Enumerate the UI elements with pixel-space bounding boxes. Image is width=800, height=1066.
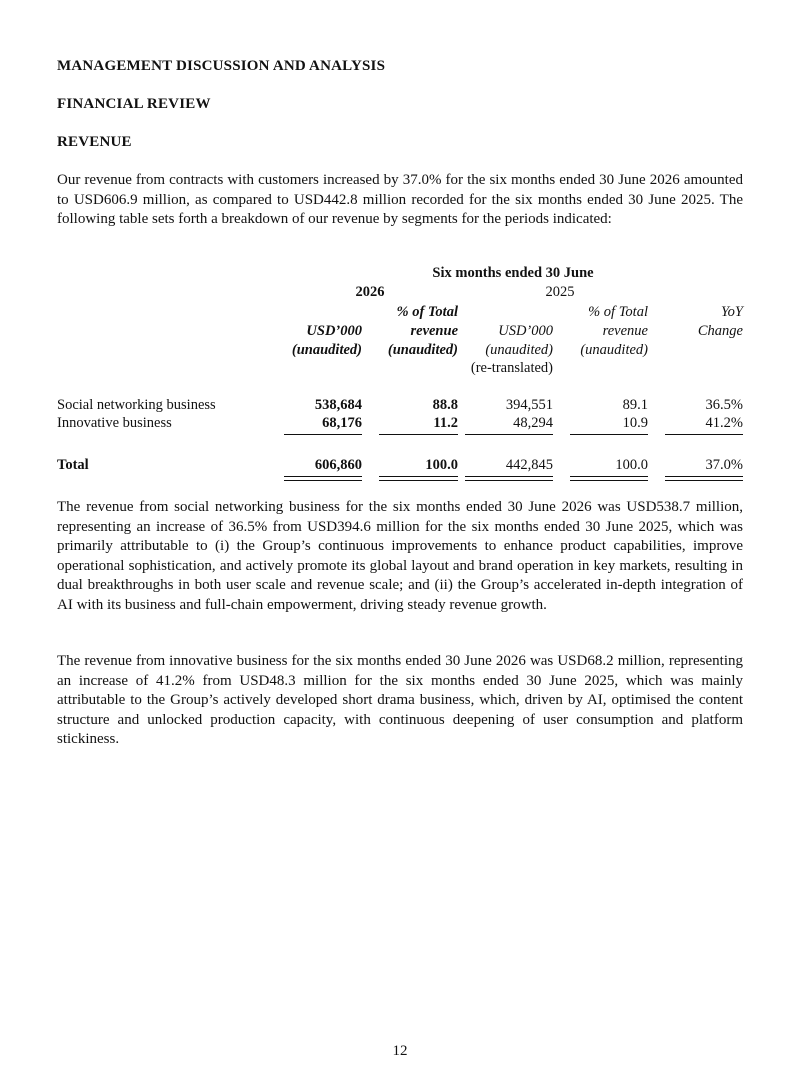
total-label: Total bbox=[57, 457, 89, 473]
section-heading-revenue: REVENUE bbox=[57, 134, 132, 150]
subtotal-rule bbox=[379, 434, 458, 435]
social-networking-paragraph: The revenue from social networking business for the six months ended 30 June 2026 was USD538.7 million, representing an increase of 36.5% from USD394.6 million for the six months ended 30 June 2025, which was primarily attributable to (i) the Group’s continuous improvements to enhance product capabilities, improve operational sophistication, and actively promote its global layout and brand operation in key markets, resulting in dual breakthroughs in both user scale and revenue scale; and (ii) the Group’s accelerated in-depth integration of AI with its business and full-chain empowerment, driving steady revenue growth. bbox=[57, 499, 743, 613]
total-usd-2025: 442,845 bbox=[505, 457, 553, 473]
col-header-usd-2025-line3: (re-translated) bbox=[470, 360, 553, 376]
year-2025-header: 2025 bbox=[545, 284, 575, 300]
subtotal-rule bbox=[570, 434, 648, 435]
cell-pct-2025: 89.1 bbox=[622, 397, 648, 413]
year-2026-header: 2026 bbox=[355, 284, 385, 300]
row-label: Innovative business bbox=[57, 415, 172, 431]
total-pct-2025: 100.0 bbox=[615, 457, 648, 473]
total-yoy: 37.0% bbox=[705, 457, 743, 473]
cell-pct-2026: 11.2 bbox=[433, 415, 458, 431]
cell-pct-2025: 10.9 bbox=[622, 415, 648, 431]
row-label: Social networking business bbox=[57, 397, 216, 413]
total-double-rule bbox=[570, 476, 648, 481]
total-double-rule bbox=[665, 476, 743, 481]
subtotal-rule bbox=[284, 434, 362, 435]
innovative-business-paragraph: The revenue from innovative business for the six months ended 30 June 2026 was USD68.2 million, representing an increase of 41.2% from USD48.3 million for the six months ended 30 June 2025, which was mainly attributable to the Group’s actively developed short drama business, which, driven by AI, optimised the content structure and unlocked production capacity, with continuous deepening of user consumption and platform stickiness. bbox=[57, 653, 743, 747]
col-header-pct-2025-line1: % of Total bbox=[588, 304, 648, 320]
section-heading-mda: MANAGEMENT DISCUSSION AND ANALYSIS bbox=[57, 58, 386, 74]
col-header-yoy-line2: Change bbox=[697, 323, 743, 339]
total-double-rule bbox=[379, 476, 458, 481]
col-header-pct-2026-line2: revenue bbox=[410, 323, 458, 339]
cell-pct-2026: 88.8 bbox=[432, 397, 458, 413]
col-header-usd-2025-line2: (unaudited) bbox=[485, 342, 553, 358]
cell-usd-2026: 68,176 bbox=[322, 415, 362, 431]
cell-yoy: 36.5% bbox=[705, 397, 743, 413]
period-header: Six months ended 30 June bbox=[432, 265, 594, 281]
total-pct-2026: 100.0 bbox=[425, 457, 458, 473]
col-header-usd-2025-line1: USD’000 bbox=[498, 323, 553, 339]
cell-usd-2025: 48,294 bbox=[513, 415, 553, 431]
intro-paragraph: Our revenue from contracts with customers increased by 37.0% for the six months ended 30 June 2026 amounted to USD606.9 million, as compared to USD442.8 million recorded for the six months ended 30 June 2025. The following table sets forth a breakdown of our revenue by segments for the periods indicated: bbox=[57, 172, 743, 227]
page-number: 12 bbox=[392, 1043, 408, 1059]
col-header-usd-2026-line1: USD’000 bbox=[306, 323, 362, 339]
cell-usd-2026: 538,684 bbox=[314, 397, 362, 413]
subtotal-rule bbox=[465, 434, 553, 435]
col-header-yoy-line1: YoY bbox=[720, 304, 743, 320]
col-header-usd-2026-line2: (unaudited) bbox=[291, 342, 362, 358]
col-header-pct-2026-line3: (unaudited) bbox=[387, 342, 458, 358]
total-double-rule bbox=[284, 476, 362, 481]
col-header-pct-2025-line2: revenue bbox=[602, 323, 648, 339]
cell-yoy: 41.2% bbox=[705, 415, 743, 431]
col-header-pct-2025-line3: (unaudited) bbox=[580, 342, 648, 358]
total-double-rule bbox=[465, 476, 553, 481]
section-heading-financial-review: FINANCIAL REVIEW bbox=[57, 96, 211, 112]
cell-usd-2025: 394,551 bbox=[505, 397, 553, 413]
col-header-pct-2026-line1: % of Total bbox=[396, 304, 458, 320]
total-usd-2026: 606,860 bbox=[314, 457, 362, 473]
subtotal-rule bbox=[665, 434, 743, 435]
